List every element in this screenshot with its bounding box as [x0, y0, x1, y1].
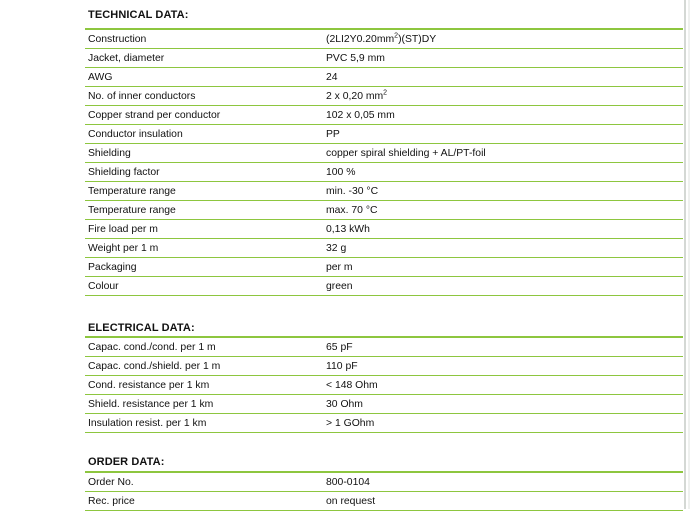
spec-value: 24 — [326, 71, 338, 83]
spec-label: Jacket, diameter — [88, 52, 165, 64]
table-row — [85, 220, 683, 239]
datasheet — [85, 0, 683, 511]
page-edge-border — [684, 0, 686, 509]
table-row — [85, 492, 683, 511]
spec-value: 102 x 0,05 mm — [326, 109, 395, 121]
spec-label: Cond. resistance per 1 km — [88, 379, 210, 391]
spec-label: Packaging — [88, 261, 137, 273]
spec-value: PVC 5,9 mm — [326, 52, 385, 64]
spec-value: $(2LI2Y0.20mm^2)(ST)DY$ — [326, 32, 437, 45]
spec-label: Capac. cond./cond. per 1 m — [88, 341, 216, 353]
table-row — [85, 277, 683, 296]
spec-label: Insulation resist. per 1 km — [88, 417, 207, 429]
spec-label: Shielding — [88, 147, 131, 159]
spec-label: Fire load per m — [88, 223, 158, 235]
spec-label: Shielding factor — [88, 166, 160, 178]
spec-value: 65 pF — [326, 341, 353, 353]
spec-value: 110 pF — [326, 360, 358, 372]
spec-value: min. -30 °C — [326, 185, 379, 197]
spec-value: green — [326, 280, 353, 292]
technical-data-title: TECHNICAL DATA: — [85, 0, 683, 30]
table-row — [85, 163, 683, 182]
table-row — [85, 30, 683, 49]
spec-value: per m — [326, 261, 353, 273]
electrical-data-title: ELECTRICAL DATA: — [85, 318, 683, 338]
table-row — [85, 68, 683, 87]
table-row — [85, 87, 683, 106]
table-row — [85, 376, 683, 395]
spec-label: Temperature range — [88, 185, 176, 197]
table-row — [85, 201, 683, 220]
spec-label: No. of inner conductors — [88, 90, 196, 102]
spec-label: Construction — [88, 33, 147, 45]
table-row — [85, 357, 683, 376]
spec-value: 100 % — [326, 166, 356, 178]
spec-label: Capac. cond./shield. per 1 m — [88, 360, 221, 372]
spec-value: max. 70 °C — [326, 204, 378, 216]
spec-value: on request — [326, 495, 376, 507]
technical-data-section — [85, 0, 683, 296]
table-row — [85, 258, 683, 277]
spec-value: 2 x 0,20 $mm^2$ — [326, 89, 388, 102]
table-row — [85, 338, 683, 357]
spec-label: Rec. price — [88, 495, 135, 507]
spec-value: < 148 Ohm — [326, 379, 378, 391]
spec-label: Conductor insulation — [88, 128, 183, 140]
table-row — [85, 182, 683, 201]
spec-label: Order No. — [88, 476, 134, 488]
spec-label: Copper strand per conductor — [88, 109, 221, 121]
section-spacer — [85, 296, 683, 318]
table-row — [85, 473, 683, 492]
electrical-data-section — [85, 318, 683, 433]
order-data-section — [85, 451, 683, 511]
spec-label: AWG — [88, 71, 113, 83]
spec-label: Shield. resistance per 1 km — [88, 398, 214, 410]
order-data-title: ORDER DATA: — [85, 451, 683, 473]
table-row — [85, 106, 683, 125]
spec-value: 800-0104 — [326, 476, 370, 488]
spec-label: Weight per 1 m — [88, 242, 159, 254]
table-row — [85, 49, 683, 68]
spec-value: copper spiral shielding + AL/PT-foil — [326, 147, 486, 159]
spec-value: 0,13 kWh — [326, 223, 370, 235]
table-row — [85, 395, 683, 414]
section-spacer — [85, 433, 683, 451]
spec-label: Temperature range — [88, 204, 176, 216]
table-row — [85, 144, 683, 163]
spec-value: PP — [326, 128, 340, 140]
spec-value: 30 Ohm — [326, 398, 363, 410]
spec-value: 32 g — [326, 242, 347, 254]
spec-label: Colour — [88, 280, 119, 292]
table-row — [85, 414, 683, 433]
table-row — [85, 125, 683, 144]
spec-value: > 1 GOhm — [326, 417, 375, 429]
table-row — [85, 239, 683, 258]
